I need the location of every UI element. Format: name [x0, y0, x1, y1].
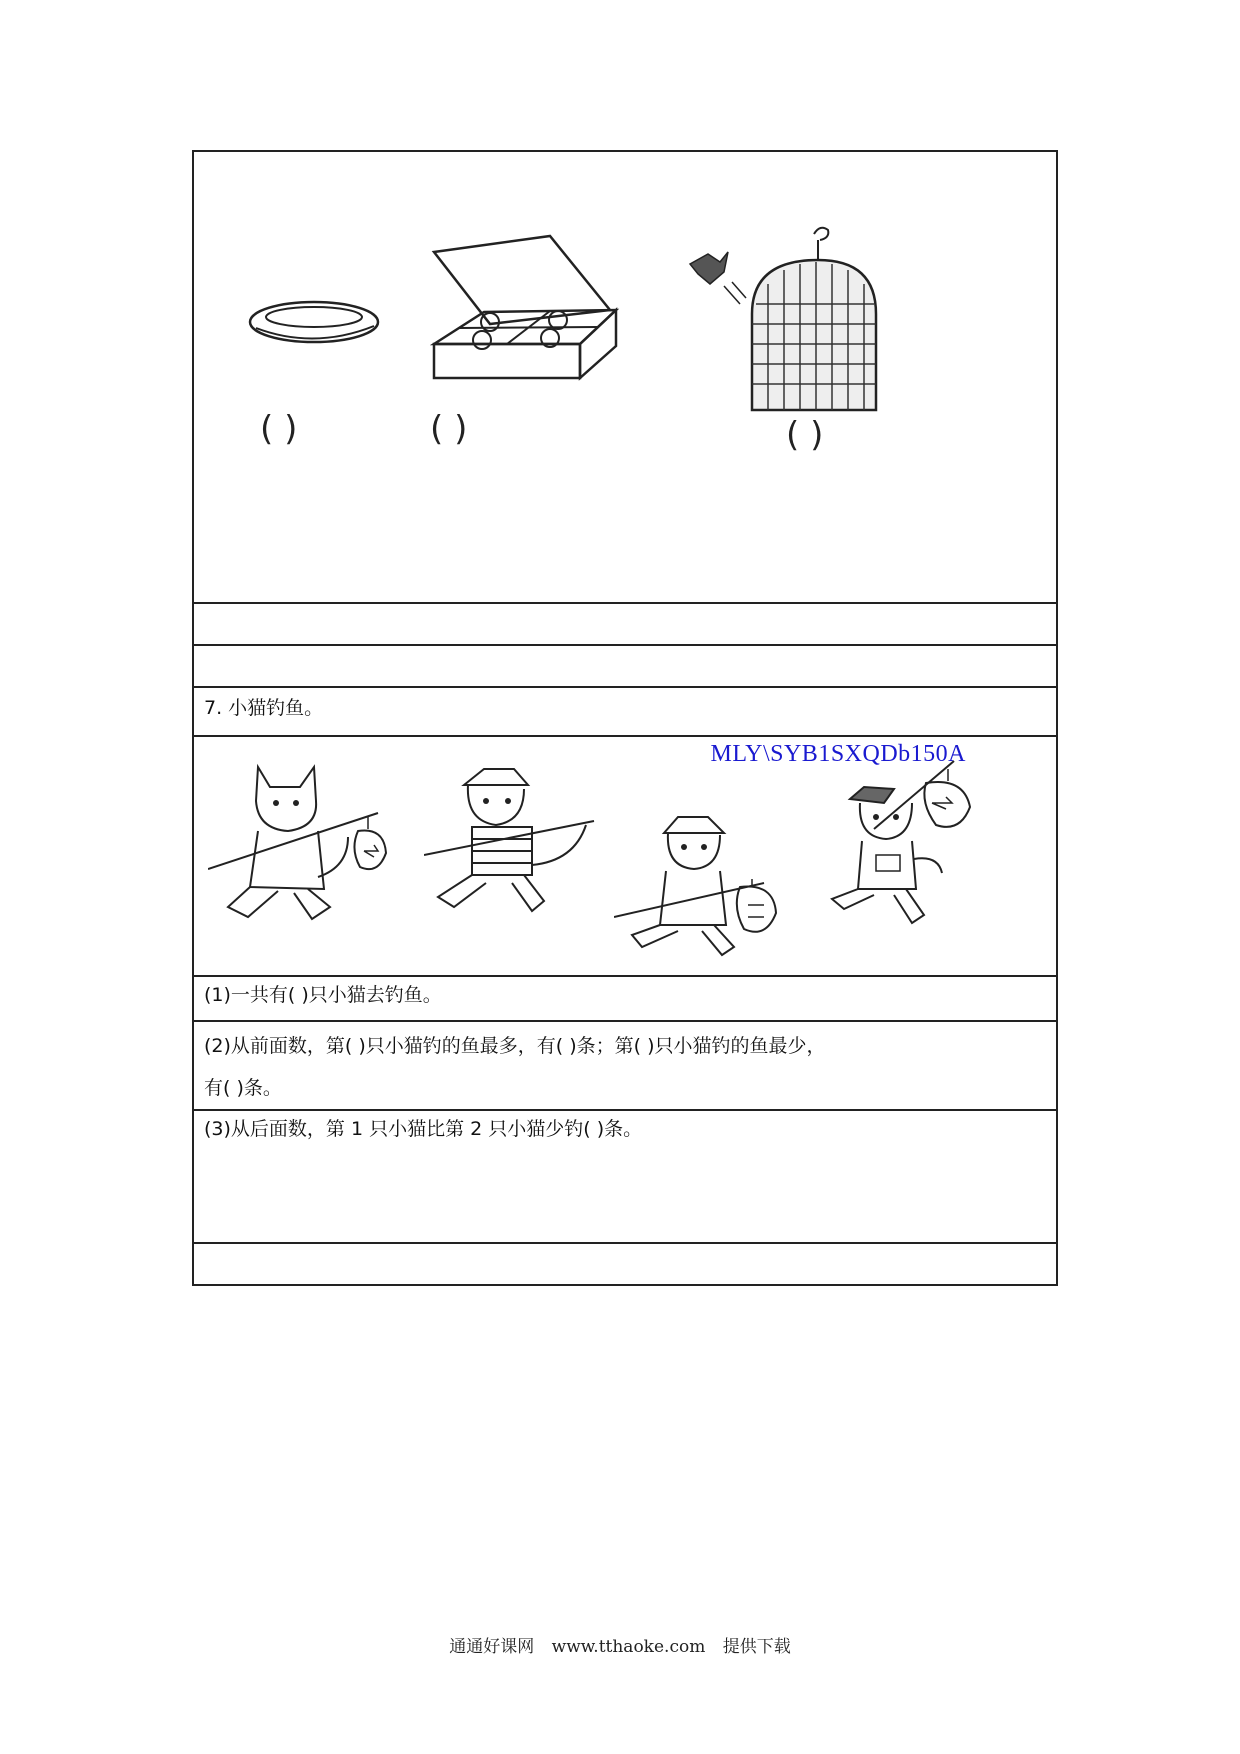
box-icon	[430, 232, 620, 382]
blank-row	[193, 1243, 1057, 1285]
question-2	[193, 1021, 1057, 1110]
question-1: (1)一共有( )只小猫去钓鱼。	[193, 976, 1057, 1021]
cats-picture-cell	[193, 736, 1057, 976]
answer-paren-plate: ( )	[260, 409, 298, 449]
picture-cell	[193, 151, 1057, 603]
question-2-line-2: 有( )条。	[204, 1077, 282, 1099]
blank-row	[193, 645, 1057, 687]
footer-url[interactable]: www.tthaoke.com	[551, 1637, 706, 1657]
blank-row	[193, 603, 1057, 645]
birdcage-icon	[680, 224, 880, 424]
cat-4-icon	[814, 759, 994, 929]
question-title: 7. 小猫钓鱼。	[193, 687, 1057, 736]
worksheet-table	[192, 150, 1058, 1286]
cat-1-icon	[208, 757, 398, 927]
footer-note: 提供下载	[722, 1637, 791, 1657]
worksheet	[192, 150, 1058, 1286]
page-footer	[0, 1632, 1240, 1657]
cat-2-icon	[424, 755, 599, 925]
question-3: (3)从后面数，第 1 只小猫比第 2 只小猫少钓( )条。	[193, 1110, 1057, 1243]
cat-3-icon	[614, 807, 784, 977]
answer-paren-cage: ( )	[786, 415, 824, 455]
question-2-line-1: (2)从前面数，第( )只小猫钓的鱼最多，有( )条；第( )只小猫钓的鱼最少，	[204, 1035, 826, 1057]
document-code: MLY\SYB1SXQDb150A	[710, 741, 966, 767]
plate-icon	[246, 292, 386, 352]
answer-paren-box: ( )	[430, 409, 468, 449]
footer-site-name: 通通好课网	[449, 1637, 535, 1657]
